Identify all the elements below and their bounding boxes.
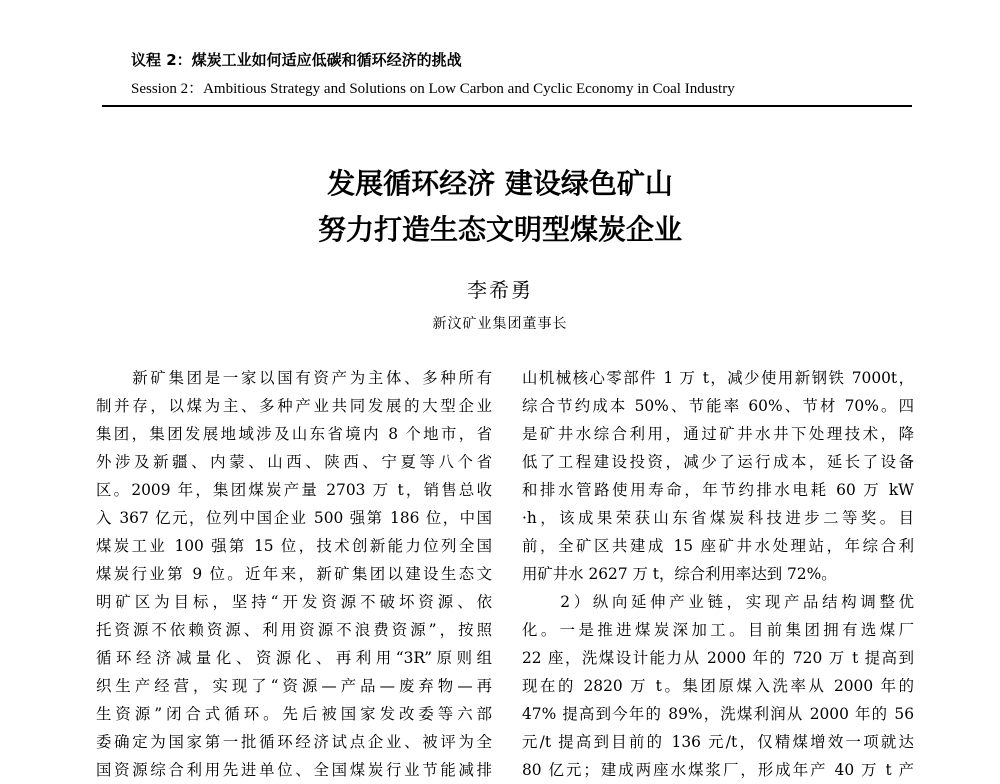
- article-title-line-2: 努力打造生态文明型煤炭企业: [317, 213, 682, 246]
- text-line: 2）纵向延伸产业链，实现产品结构调整优: [522, 593, 914, 611]
- article-title-line-1: 发展循环经济 建设绿色矿山: [327, 167, 673, 200]
- body-column-left: [96, 364, 492, 784]
- text-line: 是矿井水综合利用，通过矿井水井下处理技术，降: [522, 425, 914, 443]
- text-line: 生资源”闭合式循环。先后被国家发改委等六部: [96, 705, 492, 723]
- text-line: ·h，该成果荣获山东省煤炭科技进步二等奖。目: [522, 509, 914, 527]
- author-affiliation: 新汶矿业集团董事长: [432, 316, 568, 332]
- text-line: 新矿集团是一家以国有资产为主体、多种所有: [96, 369, 492, 387]
- text-line: 现在的 2820 万 t。集团原煤入洗率从 2000 年的: [522, 677, 914, 695]
- text-line: 煤炭工业 100 强第 15 位，技术创新能力位列全国: [96, 537, 492, 555]
- text-line: 化。一是推进煤炭深加工。目前集团拥有选煤厂: [522, 621, 914, 639]
- body-column-right: [522, 364, 914, 784]
- text-line: 47% 提高到今年的 89%，洗煤利润从 2000 年的 56: [522, 705, 914, 723]
- text-line: 外涉及新疆、内蒙、山西、陕西、宁夏等八个省: [96, 453, 492, 471]
- text-line: 入 367 亿元，位列中国企业 500 强第 186 位，中国: [96, 509, 492, 527]
- text-line: 综合节约成本 50%、节能率 60%、节材 70%。四: [522, 397, 914, 415]
- text-line: 区。2009 年，集团煤炭产量 2703 万 t，销售总收: [96, 481, 492, 499]
- author-name: 李希勇: [467, 278, 533, 302]
- text-line: 明矿区为目标，坚持“开发资源不破坏资源、依: [96, 593, 492, 611]
- text-line: 22 座，洗煤设计能力从 2000 年的 720 万 t 提高到: [522, 649, 914, 667]
- text-line: 委确定为国家第一批循环经济试点企业、被评为全: [96, 733, 492, 751]
- text-line: 山机械核心零部件 1 万 t，减少使用新钢铁 7000t，: [522, 369, 914, 387]
- text-line: 制并存，以煤为主、多种产业共同发展的大型企业: [96, 397, 492, 415]
- header-divider: [102, 105, 912, 107]
- text-line: 织生产经营，实现了“资源—产品—废弃物—再: [96, 677, 492, 695]
- text-line: 前，全矿区共建成 15 座矿井水处理站，年综合利: [522, 537, 914, 555]
- text-line: 循环经济减量化、资源化、再利用“3R”原则组: [96, 649, 492, 667]
- text-line: 和排水管路使用寿命，年节约排水电耗 60 万 kW: [522, 481, 914, 499]
- text-line: 国资源综合利用先进单位、全国煤炭行业节能减排: [96, 761, 492, 779]
- session-title-chinese: 议程 2：煤炭工业如何适应低碳和循环经济的挑战: [131, 51, 462, 69]
- text-line: 元/t 提高到目前的 136 元/t，仅精煤增效一项就达: [522, 733, 914, 751]
- text-line: 用矿井水 2627 万 t，综合利用率达到 72%。: [522, 565, 837, 583]
- session-title-english: Session 2：Ambitious Strategy and Solutions on Low Carbon and Cyclic Economy in Coal Industry: [131, 81, 735, 97]
- text-line: 集团，集团发展地域涉及山东省境内 8 个地市，省: [96, 425, 492, 443]
- text-line: 托资源不依赖资源、利用资源不浪费资源”，按照: [96, 621, 492, 639]
- text-line: 煤炭行业第 9 位。近年来，新矿集团以建设生态文: [96, 565, 492, 583]
- text-line: 低了工程建设投资，减少了运行成本，延长了设备: [522, 453, 914, 471]
- text-line: 80 亿元；建成两座水煤浆厂，形成年产 40 万 t 产: [522, 761, 914, 779]
